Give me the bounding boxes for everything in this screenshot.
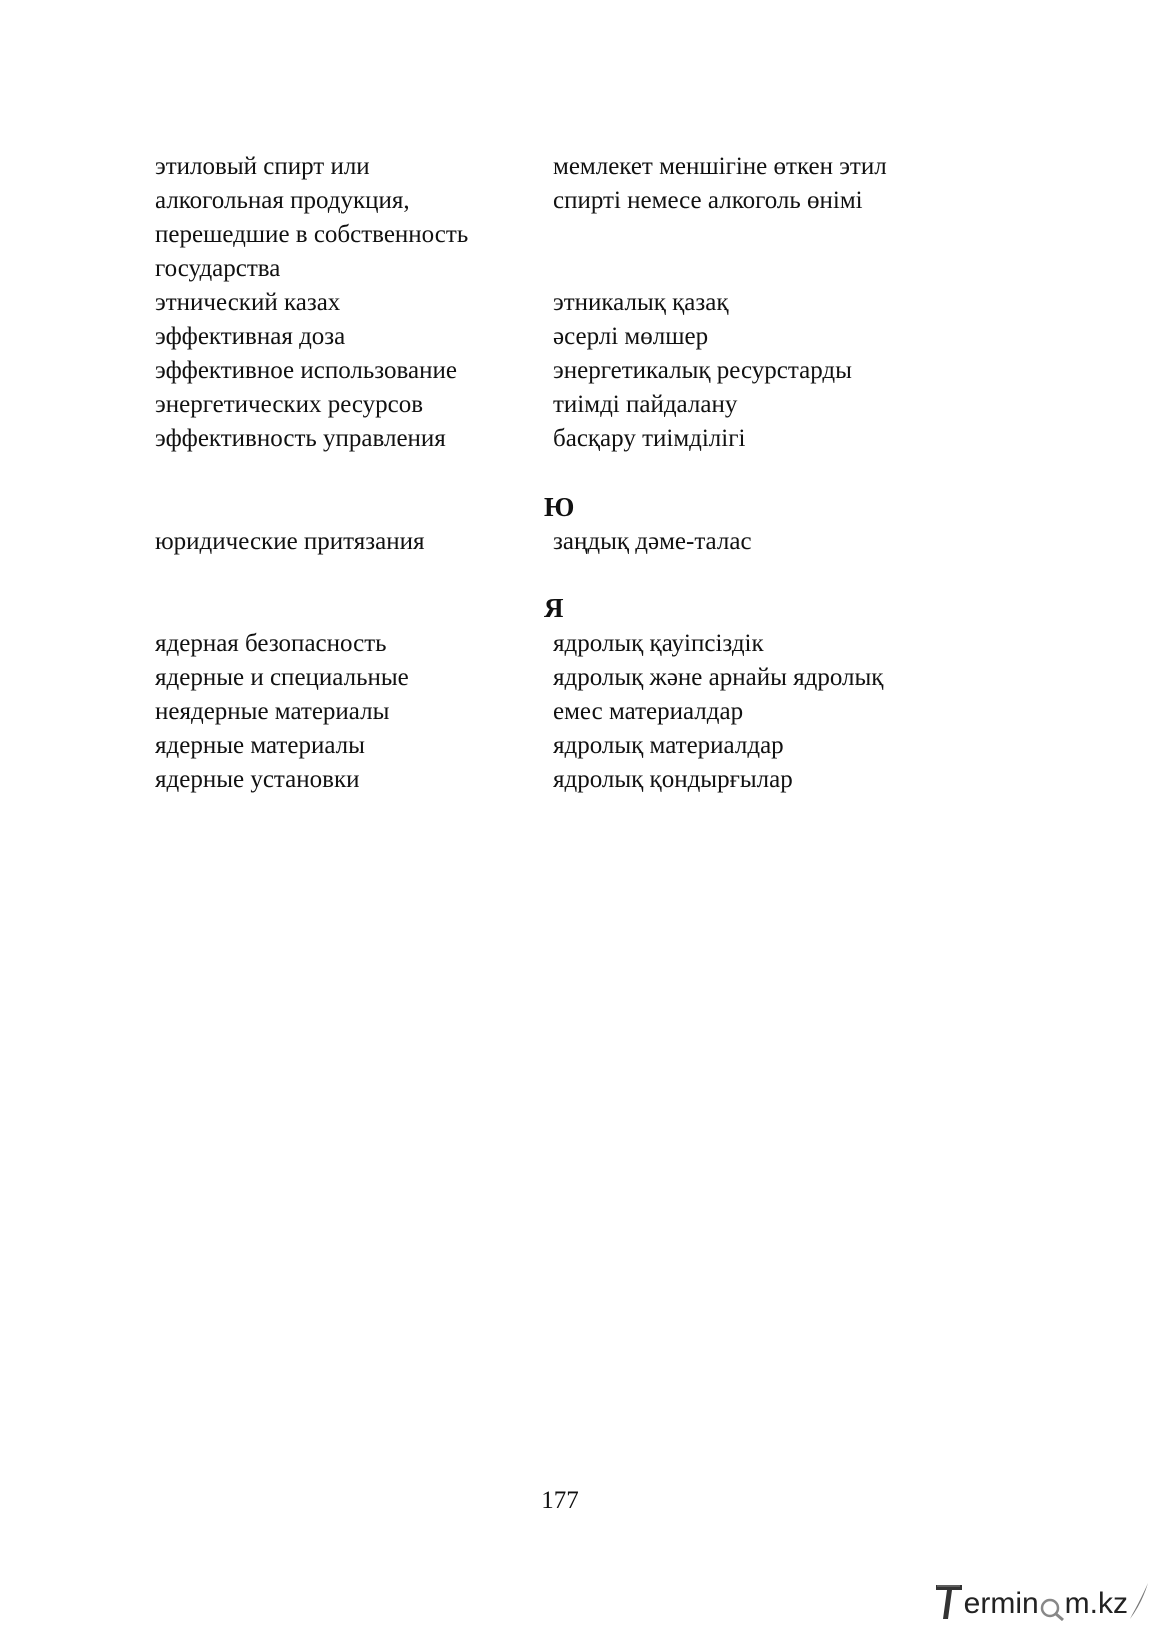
term-kz: басқару тиімділігі: [553, 425, 746, 452]
term-kz: этникалық қазақ: [553, 289, 729, 316]
magnifier-icon: [1039, 1591, 1065, 1621]
term-kz: ядролық материалдар: [553, 732, 784, 759]
term-ru: эффективное использование: [155, 357, 457, 384]
term-kz: заңдық дәме-талас: [553, 528, 752, 555]
term-ru: государства: [155, 255, 281, 282]
section-letter-heading: Ю: [544, 492, 575, 522]
term-kz: спирті немесе алкоголь өнімі: [553, 187, 863, 214]
logo-text-end: m.kz: [1064, 1587, 1128, 1620]
site-watermark-logo: [934, 1577, 1150, 1621]
term-ru: перешедшие в собственность: [155, 221, 469, 248]
term-ru: алкогольная продукция,: [155, 187, 410, 214]
term-ru: юридические притязания: [155, 528, 425, 555]
logo-t-icon: [934, 1581, 964, 1621]
term-ru: ядерные материалы: [155, 732, 365, 759]
term-kz: емес материалдар: [553, 698, 744, 725]
term-kz: мемлекет меншігіне өткен этил: [553, 153, 887, 180]
term-ru: этиловый спирт или: [155, 153, 370, 180]
term-ru: энергетических ресурсов: [155, 391, 424, 418]
term-kz: ядролық және арнайы ядролық: [553, 664, 884, 691]
logo-text-start: ermin: [963, 1587, 1039, 1620]
term-kz: ядролық қауіпсіздік: [553, 630, 764, 657]
term-ru: эффективность управления: [155, 425, 446, 452]
section-letter-heading: Я: [544, 593, 564, 623]
term-ru: этнический казах: [155, 289, 341, 316]
page-number: 177: [541, 1487, 579, 1514]
term-ru: ядерные и специальные: [155, 664, 409, 691]
term-ru: эффективная доза: [155, 323, 346, 350]
term-ru: ядерная безопасность: [155, 630, 387, 657]
term-kz: энергетикалық ресурстарды: [553, 357, 852, 384]
term-kz: тиімді пайдалану: [553, 391, 738, 418]
term-kz: әсерлі мөлшер: [553, 323, 709, 350]
term-ru: неядерные материалы: [155, 698, 390, 725]
term-ru: ядерные установки: [155, 766, 360, 793]
term-kz: ядролық қондырғылар: [553, 766, 793, 793]
swoosh-icon: [1128, 1581, 1150, 1621]
